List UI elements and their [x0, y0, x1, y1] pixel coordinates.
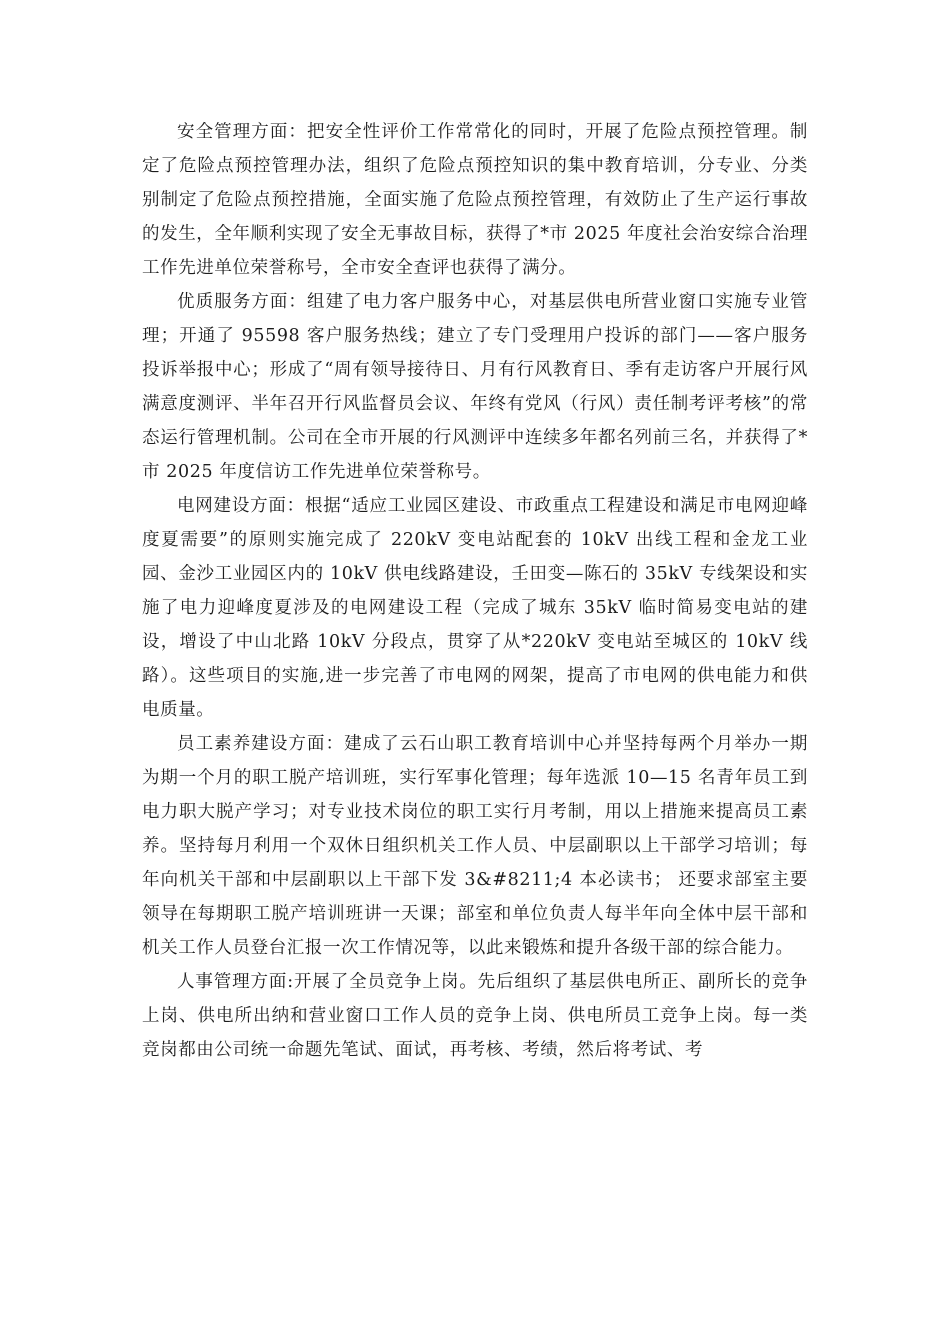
paragraph-staff-development: 员工素养建设方面：建成了云石山职工教育培训中心并坚持每两个月举办一期为期一个月的职工脱产培训班，实行军事化管理；每年选派 10—15 名青年员工到电力职大脱产学习；对专业技术岗位的职工实行月考制，用以上措施来提高员工素养。坚持每月利用一个双休日组织机关工作人员、中层副职以上干部学习培训；每年向机关干部和中层副职以上干部下发 3&#8211;4 本必读书； 还要求部室主要领导在每期职工脱产培训班讲一天课；部室和单位负责人每半年向全体中层干部和机关工作人员登台汇报一次工作情况等，以此来锻炼和提升各级干部的综合能力。	[142, 734, 808, 958]
paragraph-safety-management: 安全管理方面：把安全性评价工作常常化的同时，开展了危险点预控管理。制定了危险点预控管理办法，组织了危险点预控知识的集中教育培训，分专业、分类别制定了危险点预控措施，全面实施了危险点预控管理，有效防止了生产运行事故的发生，全年顺利实现了安全无事故目标，获得了*市 2025 年度社会治安综合治理工作先进单位荣誉称号，全市安全查评也获得了满分。	[142, 122, 808, 278]
paragraph-quality-service: 优质服务方面：组建了电力客户服务中心，对基层供电所营业窗口实施专业管理；开通了 95598 客户服务热线；建立了专门受理用户投诉的部门——客户服务投诉举报中心；形成了“周有领导接待日、月有行风教育日、季有走访客户开展行风满意度测评、半年召开行风监督员会议、年终有党风（行风）责任制考评考核”的常态运行管理机制。公司在全市开展的行风测评中连续多年都名列前三名，并获得了*市 2025 年度信访工作先进单位荣誉称号。	[142, 292, 808, 482]
paragraph-grid-construction: 电网建设方面：根据“适应工业园区建设、市政重点工程建设和满足市电网迎峰度夏需要”的原则实施完成了 220kV 变电站配套的 10kV 出线工程和金龙工业园、金沙工业园区内的 10kV 供电线路建设，壬田变—陈石的 35kV 专线架设和实施了电力迎峰度夏涉及的电网建设工程（完成了城东 35kV 临时简易变电站的建设，增设了中山北路 10kV 分段点，贯穿了从*220kV 变电站至城区的 10kV 线路）。这些项目的实施,进一步完善了市电网的网架，提高了市电网的供电能力和供电质量。	[142, 496, 808, 720]
paragraph-personnel-management: 人事管理方面:开展了全员竞争上岗。先后组织了基层供电所正、副所长的竞争上岗、供电所出纳和营业窗口工作人员的竞争上岗、供电所员工竞争上岗。每一类竞岗都由公司统一命题先笔试、面试，再考核、考绩，然后将考试、考	[142, 972, 808, 1060]
